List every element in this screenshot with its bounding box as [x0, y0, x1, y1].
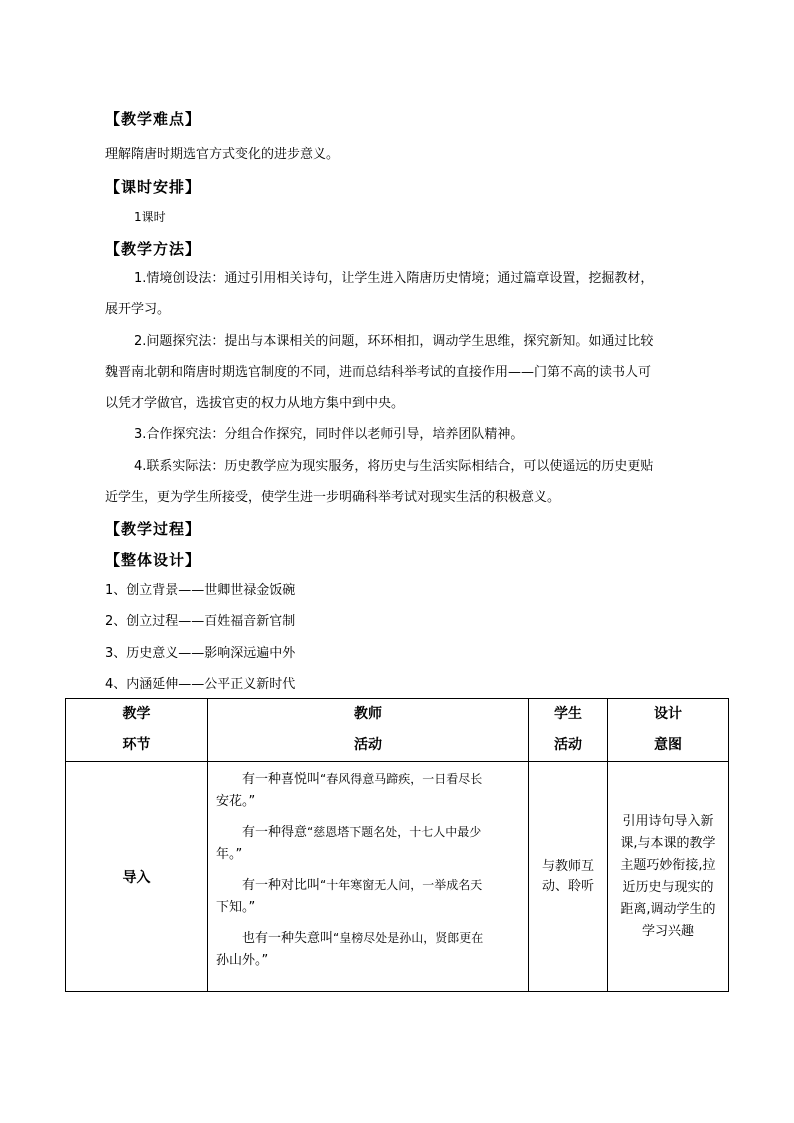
- heading-class-schedule: 【课时安排】: [105, 178, 202, 196]
- student-activity-cell: [529, 762, 608, 992]
- heading-overall-design: 【整体设计】: [105, 551, 202, 569]
- overall-item-1: 1、创立背景——世卿世禄金饭碗: [105, 583, 296, 598]
- teacher-activity-cell: [208, 762, 529, 992]
- method-3-line-1: 3.合作探究法：分组合作探究，同时伴以老师引导，培养团队精神。: [134, 427, 524, 442]
- header-cell-line: 活动: [354, 737, 382, 753]
- quote-2-continuation: 年。”: [216, 847, 243, 862]
- heading-teaching-methods: 【教学方法】: [105, 240, 202, 258]
- schedule-text: 1课时: [134, 210, 166, 224]
- header-cell-line: 设计: [654, 706, 682, 722]
- design-intent-line: 引用诗句导入新: [622, 813, 714, 829]
- header-student-activity: [529, 699, 608, 762]
- method-4-line-2: 近学生，更为学生所接受，使学生进一步明确科举考试对现实生活的积极意义。: [105, 490, 561, 505]
- overall-item-3: 3、历史意义——影响深远遍中外: [105, 646, 296, 661]
- header-cell-line: 学生: [554, 706, 582, 722]
- quote-1-text: “春风得意马蹄疾，一日看尽长: [320, 772, 483, 786]
- quote-4-text: “皇榜尽处是孙山，贤郎更在: [333, 931, 484, 945]
- header-cell-line: 意图: [654, 737, 682, 753]
- quote-3-text: “十年寒窗无人问，一举成名天: [320, 878, 483, 892]
- lesson-plan-table: [65, 698, 729, 992]
- quote-4-continuation: 孙山外。”: [216, 953, 269, 968]
- method-2-line-2: 魏晋南北朝和隋唐时期选官制度的不同，进而总结科举考试的直接作用——门第不高的读书人可: [105, 365, 652, 380]
- quote-2-prefix: 有一种得意: [242, 825, 308, 840]
- student-activity-line: 与教师互: [541, 858, 594, 874]
- header-teaching-stage: [66, 699, 208, 762]
- student-activity-line: 动、聆听: [541, 878, 594, 894]
- design-intent-line: 课,与本课的教学: [620, 835, 716, 851]
- quote-2-text: “慈恩塔下题名处，十七人中最少: [307, 825, 482, 839]
- header-cell-line: 教学: [122, 706, 151, 722]
- design-intent-line: 学习兴趣: [641, 923, 694, 939]
- table-header-row: [66, 699, 729, 762]
- header-cell-line: 教师: [354, 706, 382, 722]
- method-4-line-1: 4.联系实际法：历史教学应为现实服务，将历史与生活实际相结合，可以使遥远的历史更贴: [134, 459, 654, 474]
- design-intent-line: 近历史与现实的: [622, 879, 714, 895]
- header-teacher-activity: [208, 699, 529, 762]
- header-cell-line: 活动: [554, 737, 582, 753]
- method-2-line-3: 以凭才学做官，选拔官吏的权力从地方集中到中央。: [105, 396, 405, 411]
- method-1-line-1: 1.情境创设法：通过引用相关诗句，让学生进入隋唐历史情境；通过篇章设置，挖掘教材，: [134, 271, 654, 286]
- quote-3-prefix: 有一种对比叫: [242, 878, 321, 893]
- table-row: [66, 762, 729, 992]
- method-2-line-1: 2.问题探究法：提出与本课相关的问题，环环相扣，调动学生思维，探究新知。如通过比较: [134, 334, 654, 349]
- quote-1-prefix: 有一种喜悦叫: [242, 772, 321, 787]
- overall-item-4: 4、内涵延伸——公平正义新时代: [105, 677, 296, 692]
- design-intent-cell: [608, 762, 729, 992]
- quote-1-continuation: 安花。”: [216, 794, 256, 809]
- stage-cell: 导入: [66, 762, 208, 992]
- overall-item-2: 2、创立过程——百姓福音新官制: [105, 614, 296, 629]
- header-design-intent: [608, 699, 729, 762]
- heading-teaching-process: 【教学过程】: [105, 520, 202, 538]
- design-intent-line: 主题巧妙衔接,拉: [620, 857, 716, 873]
- difficulty-text: 理解隋唐时期选官方式变化的进步意义。: [105, 147, 340, 162]
- heading-teaching-difficulty: 【教学难点】: [105, 110, 202, 128]
- header-cell-line: 环节: [122, 737, 151, 753]
- quote-4-prefix: 也有一种失意叫: [242, 931, 334, 946]
- design-intent-line: 距离,调动学生的: [620, 901, 716, 917]
- quote-3-continuation: 下知。”: [216, 900, 256, 915]
- method-1-line-2: 展开学习。: [105, 302, 171, 317]
